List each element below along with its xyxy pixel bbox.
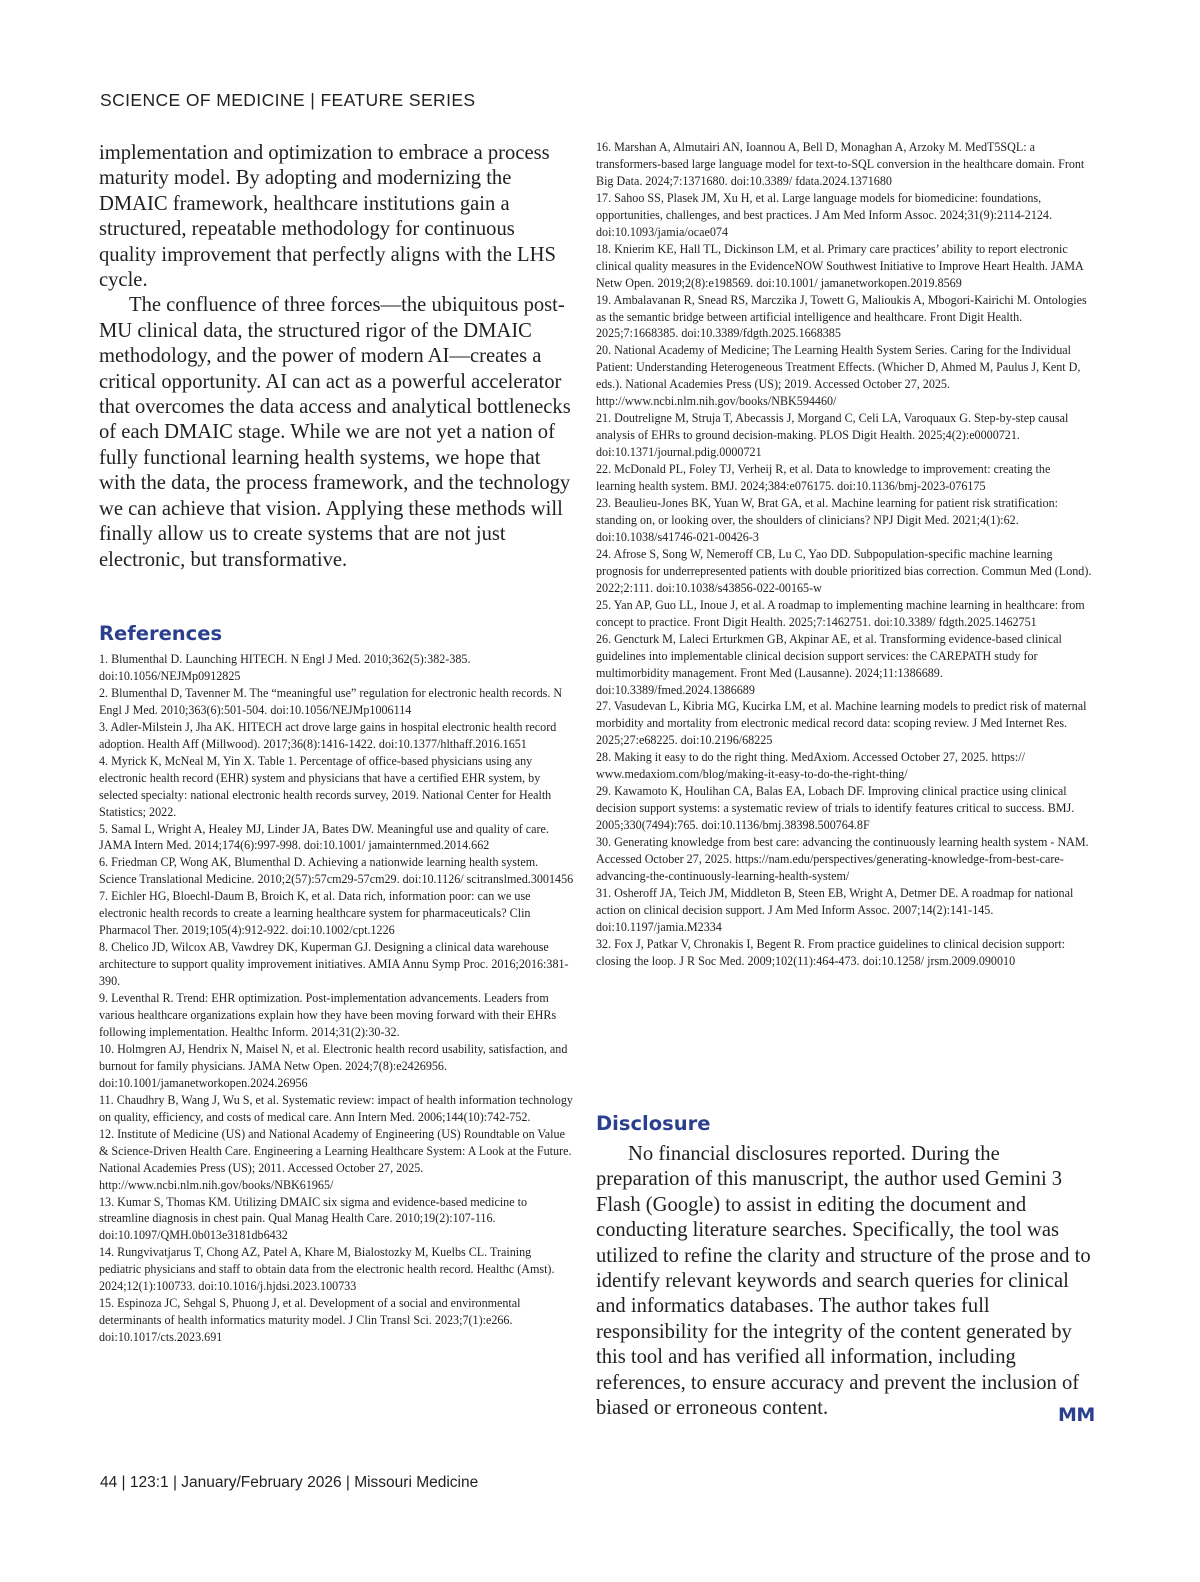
- reference-item: 27. Vasudevan L, Kibria MG, Kucirka LM, et al. Machine learning models to predict risk of maternal morbidity and mortality from electronic medical record data: scoping review. J Med Internet Res. 2025;27:e68225. doi:10.2196/68225: [596, 699, 1087, 748]
- reference-item: 11. Chaudhry B, Wang J, Wu S, et al. Systematic review: impact of health information technology on quality, efficiency, and costs of medical care. Ann Intern Med. 2006;144(10):742-752.: [99, 1092, 573, 1124]
- references-list-left: [99, 651, 575, 1346]
- reference-item: 10. Holmgren AJ, Hendrix N, Maisel N, et al. Electronic health record usability, satisfaction, and burnout for family physicians. JAMA Netw Open. 2024;7(8):e2426956. doi:10.1001/jamanetworkopen.2024.26956: [99, 1041, 568, 1090]
- reference-item: 4. Myrick K, McNeal M, Yin X. Table 1. Percentage of office-based physicians using any electronic health record (EHR) system and physicians that have a certified EHR system, by selected specialty: national electronic health records survey, 2019. National Center for Health Statistics; 2022.: [99, 753, 552, 819]
- reference-item: 32. Fox J, Patkar V, Chronakis I, Begent R. From practice guidelines to clinical decision support: closing the loop. J R Soc Med. 2009;102(11):464-473. doi:10.1258/ jrsm.2009.090010: [596, 936, 1066, 968]
- reference-item: 3. Adler-Milstein J, Jha AK. HITECH act drove large gains in hospital electronic health record adoption. Health Aff (Millwood). 2017;36(8):1416-1422. doi:10.1377/hlthaff.2016.1651: [99, 719, 557, 751]
- missouri-medicine-logo: MM: [1058, 1404, 1095, 1426]
- reference-item: 30. Generating knowledge from best care: advancing the continuously learning health system - NAM. Accessed October 27, 2025. https://nam.edu/perspectives/generating-knowledge-from-best-care-advancing-the-continuously-learning-health-system/: [596, 835, 1089, 883]
- reference-item: 8. Chelico JD, Wilcox AB, Vawdrey DK, Kuperman GJ. Designing a clinical data warehouse architecture to support quality improvement initiatives. AMIA Annu Symp Proc. 2016;2016:381-390.: [99, 940, 569, 989]
- body-paragraph: The confluence of three forces—the ubiquitous post-MU clinical data, the structured rigor of the DMAIC methodology, and the power of modern AI—creates a critical opportunity. AI can act as a powerful accelerator that overcomes the data access and analytical bottlenecks of each DMAIC stage. While we are not yet a nation of fully functional learning health systems, we hope that with the data, the process framework, and the technology we can achieve that vision. Applying these methods will finally allow us to create systems that are not just electronic, but transformative.: [99, 294, 571, 571]
- references-heading: References: [99, 622, 223, 645]
- disclosure-text: No financial disclosures reported. During the preparation of this manuscript, the author used Gemini 3 Flash (Google) to assist in editing the document and conducting literature searches. Specifically, the tool was utilized to refine the clarity and structure of the prose and to identify relevant keywords and search queries for clinical and informatics databases. The author takes full responsibility for the integrity of the content generated by this tool and has verified all information, including references, to ensure accuracy and prevent the inclusion of biased or erroneous content.: [596, 1143, 1091, 1420]
- reference-item: 25. Yan AP, Guo LL, Inoue J, et al. A roadmap to implementing machine learning in healthcare: from concept to practice. Front Digit Health. 2025;7:1462751. doi:10.3389/ fdgth.2025.1462751: [596, 597, 1085, 629]
- running-header: SCIENCE OF MEDICINE | FEATURE SERIES: [100, 90, 476, 110]
- reference-item: 1. Blumenthal D. Launching HITECH. N Engl J Med. 2010;362(5):382-385. doi:10.1056/NEJMp0912825: [99, 652, 471, 683]
- page-footer: 44 | 123:1 | January/February 2026 | Missouri Medicine: [100, 1474, 479, 1491]
- reference-item: 31. Osheroff JA, Teich JM, Middleton B, Steen EB, Wright A, Detmer DE. A roadmap for national action on clinical decision support. J Am Med Inform Assoc. 2007;14(2):141-145. doi:10.1197/jamia.M2334: [596, 885, 1074, 934]
- reference-item: 14. Rungvivatjarus T, Chong AZ, Patel A, Khare M, Bialostozky M, Kuelbs CL. Training pediatric physicians and staff to obtain data from the electronic health record. Healthc (Amst). 2024;12(1):100733. doi:10.1016/j.hjdsi.2023.100733: [99, 1245, 555, 1294]
- reference-item: 7. Eichler HG, Bloechl-Daum B, Broich K, et al. Data rich, information poor: can we use electronic health records to create a learning healthcare system for pharmaceuticals? Clin Pharmacol Ther. 2019;105(4):912-922. doi:10.1002/cpt.1226: [99, 889, 531, 938]
- references-list-right: [596, 139, 1092, 970]
- reference-item: 20. National Academy of Medicine; The Learning Health System Series. Caring for the Individual Patient: Understanding Heterogeneous Treatment Effects. (Whicher D, Ahmed M, Paulus J, Kent D, eds.). National Academies Press (US); 2019. Accessed October 27, 2025. http://www.ncbi.nlm.nih.gov/books/NBK594460/: [596, 343, 1081, 409]
- reference-item: 19. Ambalavanan R, Snead RS, Marczika J, Towett G, Malioukis A, Mbogori-Kairichi M. Ontologies as the semantic bridge between artificial intelligence and healthcare. Front Digit Health. 2025;7:1668385. doi:10.3389/fdgth.2025.1668385: [596, 292, 1087, 341]
- disclosure-heading: Disclosure: [596, 1112, 711, 1135]
- reference-item: 6. Friedman CP, Wong AK, Blumenthal D. Achieving a nationwide learning health system. Science Translational Medicine. 2010;2(57):57cm29-57cm29. doi:10.1126/ scitranslmed.3001456: [99, 855, 574, 887]
- article-body: [99, 141, 575, 573]
- reference-item: 15. Espinoza JC, Sehgal S, Phuong J, et al. Development of a social and environmental determinants of health informatics maturity model. J Clin Transl Sci. 2023;7(1):e266. doi:10.1017/cts.2023.691: [99, 1296, 521, 1345]
- reference-item: 13. Kumar S, Thomas KM. Utilizing DMAIC six sigma and evidence-based medicine to streamline diagnosis in chest pain. Qual Manag Health Care. 2010;19(2):107-116. doi:10.1097/QMH.0b013e3181db6432: [99, 1194, 528, 1243]
- reference-item: 21. Doutreligne M, Struja T, Abecassis J, Morgand C, Celi LA, Varoquaux G. Step-by-step causal analysis of EHRs to ground decision-making. PLOS Digit Health. 2025;4(2):e0000721. doi:10.1371/journal.pdig.0000721: [596, 411, 1069, 460]
- reference-item: 26. Gencturk M, Laleci Erturkmen GB, Akpinar AE, et al. Transforming evidence-based clinical guidelines into implementable clinical decision support services: the CAREPATH study for multimorbidity management. Front Med (Lausanne). 2024;11:1386689. doi:10.3389/fmed.2024.1386689: [596, 631, 1062, 697]
- reference-item: 28. Making it easy to do the right thing. MedAxiom. Accessed October 27, 2025. https:// www.medaxiom.com/blog/making-it-easy-to-do-the-right-thing/: [596, 750, 1025, 782]
- reference-item: 17. Sahoo SS, Plasek JM, Xu H, et al. Large language models for biomedicine: foundations, opportunities, challenges, and best practices. J Am Med Inform Assoc. 2024;31(9):2114-2124. doi:10.1093/jamia/ocae074: [596, 190, 1053, 239]
- reference-item: 5. Samal L, Wright A, Healey MJ, Linder JA, Bates DW. Meaningful use and quality of care. JAMA Intern Med. 2014;174(6):997-998. doi:10.1001/ jamainternmed.2014.662: [99, 821, 549, 853]
- reference-item: 12. Institute of Medicine (US) and National Academy of Engineering (US) Roundtable on Value & Science-Driven Health Care. Engineering a Learning Healthcare System: A Look at the Future. National Academies Press (US); 2011. Accessed October 27, 2025. http://www.ncbi.nlm.nih.gov/books/NBK61965/: [99, 1126, 572, 1192]
- reference-item: 18. Knierim KE, Hall TL, Dickinson LM, et al. Primary care practices’ ability to report electronic clinical quality measures in the EvidenceNOW Southwest Initiative to Improve Heart Health. JAMA Netw Open. 2019;2(8):e198569. doi:10.1001/ jamanetworkopen.2019.8569: [596, 241, 1084, 290]
- reference-item: 16. Marshan A, Almutairi AN, Ioannou A, Bell D, Monaghan A, Arzoky M. MedT5SQL: a transformers-based large language model for text-to-SQL conversion in the healthcare domain. Front Big Data. 2024;7:1371680. doi:10.3389/ fdata.2024.1371680: [596, 140, 1085, 188]
- reference-item: 9. Leventhal R. Trend: EHR optimization. Post-implementation advancements. Leaders from various healthcare organizations explain how they have been moving forward with their EHRs following implementation. Healthc Inform. 2014;31(2):30-32.: [99, 991, 557, 1039]
- reference-item: 22. McDonald PL, Foley TJ, Verheij R, et al. Data to knowledge to improvement: creating the learning health system. BMJ. 2024;384:e076175. doi:10.1136/bmj-2023-076175: [596, 462, 1051, 494]
- reference-item: 29. Kawamoto K, Houlihan CA, Balas EA, Lobach DF. Improving clinical practice using clinical decision support systems: a systematic review of trials to identify features critical to success. BMJ. 2005;330(7494):765. doi:10.1136/bmj.38398.500764.8F: [596, 784, 1075, 833]
- body-paragraph: implementation and optimization to embrace a process maturity model. By adopting and modernizing the DMAIC framework, healthcare institutions gain a structured, repeatable methodology for continuous quality improvement that perfectly aligns with the LHS cycle.: [99, 142, 556, 292]
- reference-item: 23. Beaulieu-Jones BK, Yuan W, Brat GA, et al. Machine learning for patient risk stratification: standing on, or looking over, the shoulders of clinicians? NPJ Digit Med. 2021;4(1):62. doi:10.1038/s41746-021-00426-3: [596, 496, 1059, 544]
- reference-item: 24. Afrose S, Song W, Nemeroff CB, Lu C, Yao DD. Subpopulation-specific machine learning prognosis for underrepresented patients with double prioritized bias correction. Commun Med (Lond). 2022;2:111. doi:10.1038/s43856-022-00165-w: [596, 546, 1092, 595]
- reference-item: 2. Blumenthal D, Tavenner M. The “meaningful use” regulation for electronic health records. N Engl J Med. 2010;363(6):501-504. doi:10.1056/NEJMp1006114: [99, 685, 563, 717]
